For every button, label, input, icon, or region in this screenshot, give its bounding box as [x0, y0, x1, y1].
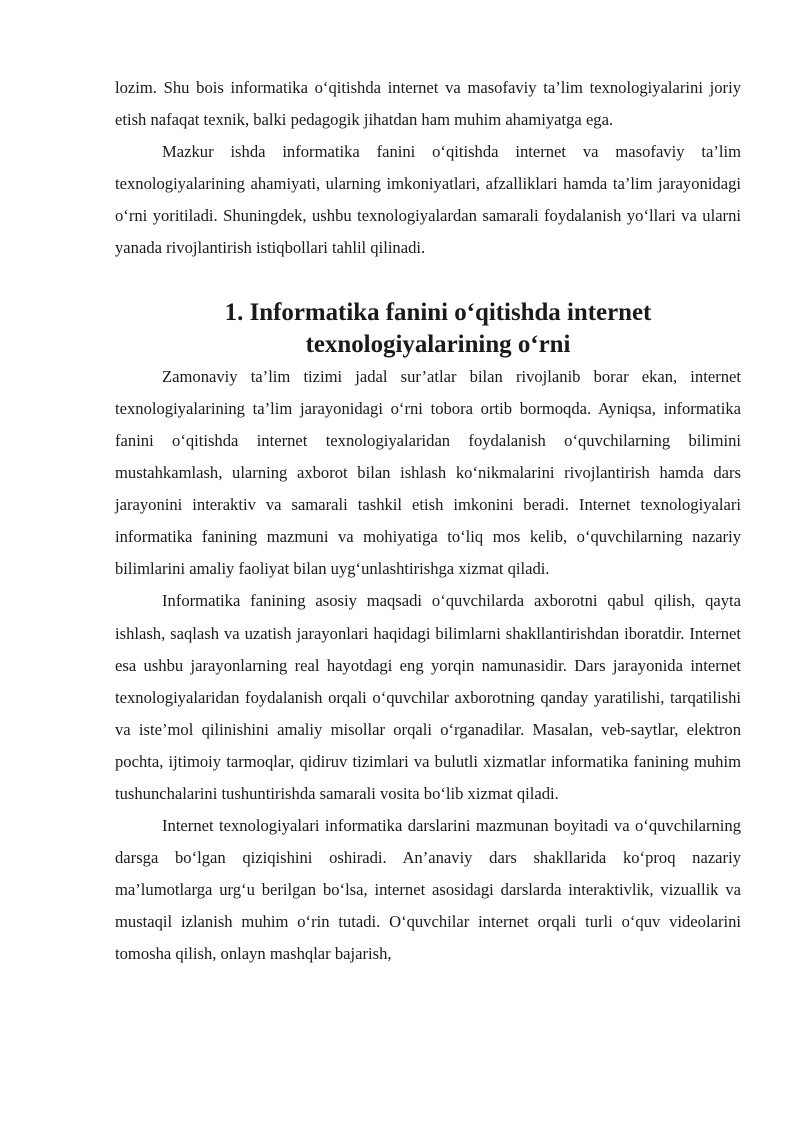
paragraph-section-2: Informatika fanining asosiy maqsadi o‘quvchilarda axborotni qabul qilish, qayta ishlash, saqlash va uzatish jarayonlari haqidagi bilimlarni shakllantirishdan iboratdir. Internet esa ushbu jarayonlarning real hayotdagi eng yorqin namunasidir. Dars jarayonida internet texnologiyalaridan foydalanish orqali o‘quvchilar axborotning qanday yaratilishi, tarqatilishi va iste’mol qilinishini amaliy misollar orqali o‘rganadilar. Masalan, veb-saytlar, elektron pochta, ijtimoiy tarmoqlar, qidiruv tizimlari va bulutli xizmatlar informatika fanining muhim tushunchalarini tushuntirishda samarali vosita bo‘lib xizmat qiladi. [115, 591, 741, 803]
paragraph-section-1: Zamonaviy ta’lim tizimi jadal sur’atlar bilan rivojlanib borar ekan, internet texnologiyalarining ta’lim jarayonidagi o‘rni tobora ortib bormoqda. Ayniqsa, informatika fanini o‘qitishda internet texnologiyalaridan foydalanish o‘quvchilarning bilimini mustahkamlash, ularning axborot bilan ishlash ko‘nikmalarini rivojlantirish hamda dars jarayonini interaktiv va samarali tashkil etish imkonini beradi. Internet texnologiyalari informatika fanining mazmuni va mohiyatiga to‘liq mos kelib, o‘quvchilarning nazariy bilimlarini amaliy faoliyat bilan uyg‘unlashtirishga xizmat qiladi. [115, 366, 741, 579]
paragraph-scope: Mazkur ishda informatika fanini o‘qitishda internet va masofaviy ta’lim texnologiyalarining ahamiyati, ularning imkoniyatlari, afzalliklari hamda ta’lim jarayonidagi o‘rni yoritiladi. Shuningdek, ushbu texnologiyalardan samarali foydalanish yo‘llari va ularni yanada rivojlantirish istiqbollari tahlil qilinadi. [115, 142, 741, 258]
section-spacer [115, 265, 741, 297]
section-heading: 1. Informatika fanini o‘qitishda internet texnologiyalarining o‘rni [224, 298, 652, 358]
paragraph-continuation: lozim. Shu bois informatika o‘qitishda internet va masofaviy ta’lim texnologiyalarini joriy etish nafaqat texnik, balki pedagogik jihatdan ham muhim ahamiyatga ega. [115, 78, 741, 130]
paragraph-section-3: Internet texnologiyalari informatika darslarini mazmunan boyitadi va o‘quvchilarning darsga bo‘lgan qiziqishini oshiradi. An’anaviy dars shakllarida ko‘proq nazariy ma’lumotlarga urg‘u berilgan bo‘lsa, internet asosidagi darslarda interaktivlik, vizuallik va mustaqil izlanish muhim o‘rin tutadi. O‘quvchilar internet orqali turli o‘quv videolarini tomosha qilish, onlayn mashqlar bajarish, [115, 816, 741, 964]
document-page [115, 72, 741, 971]
